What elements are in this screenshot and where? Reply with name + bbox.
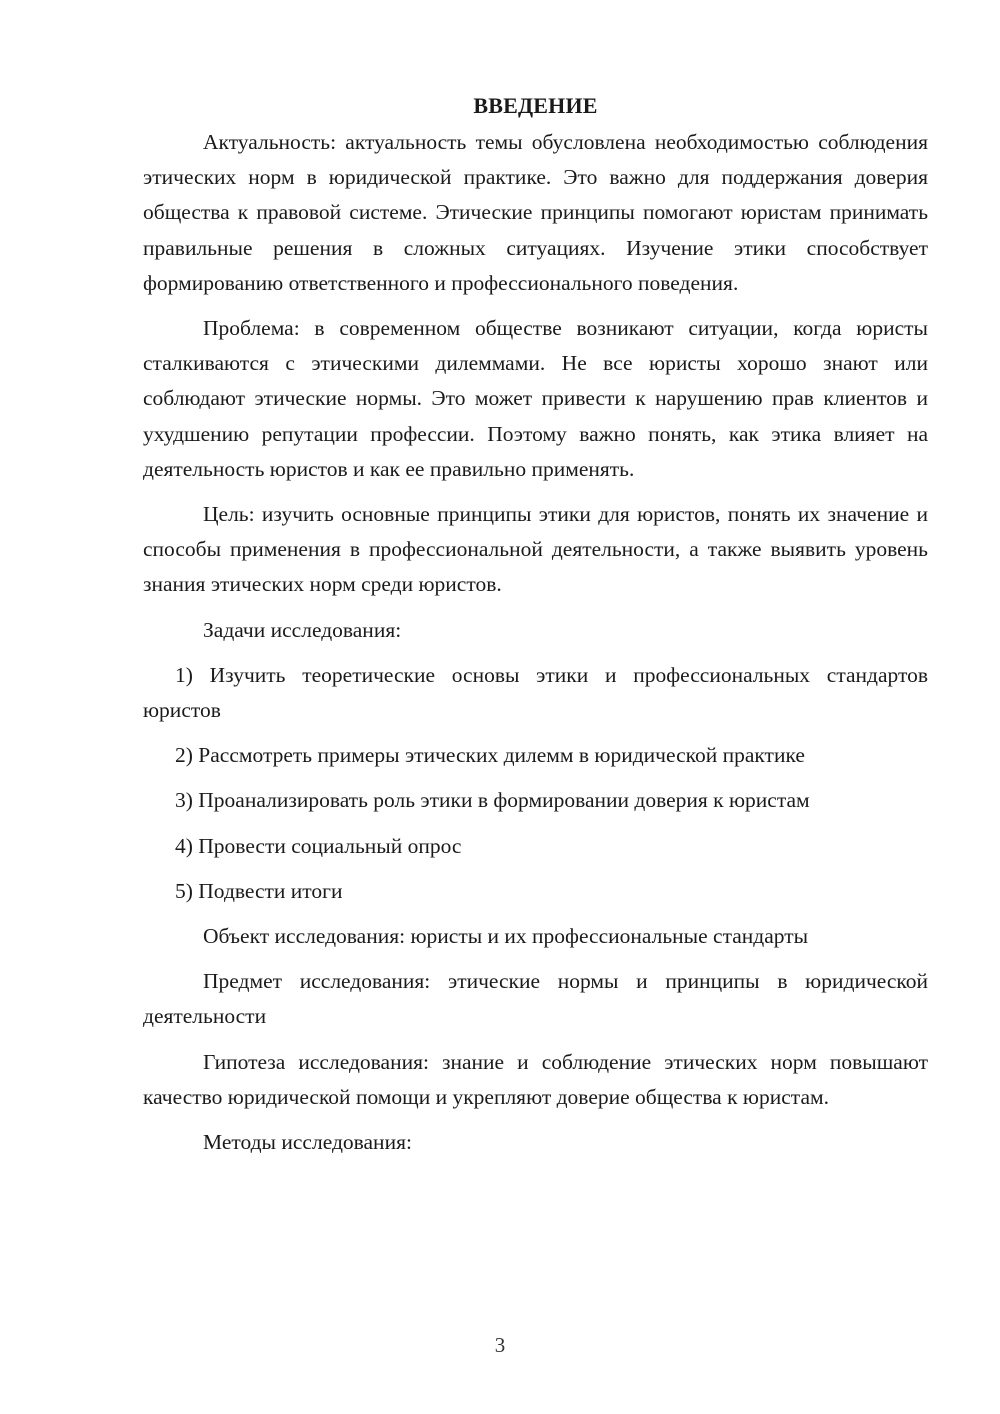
paragraph-hypothesis: Гипотеза исследования: знание и соблюдение этических норм повышают качество юридической помощи и укрепляют доверие общества к юристам. <box>143 1049 928 1109</box>
task-item-3: 3) Проанализировать роль этики в формировании доверия к юристам <box>175 788 810 813</box>
paragraph-problem: Проблема: в современном обществе возникают ситуации, когда юристы сталкиваются с этическими дилеммами. Не все юристы хорошо знают или соблюдают этические нормы. Это может привести к нарушению прав клиентов и ухудшению репутации профессии. Поэтому важно понять, как этика влияет на деятельность юристов и как ее правильно применять. <box>143 316 928 481</box>
section-title: ВВЕДЕНИЕ <box>473 93 598 118</box>
paragraph-subject: Предмет исследования: этические нормы и принципы в юридической деятельности <box>143 969 928 1029</box>
task-item-5: 5) Подвести итоги <box>175 878 343 903</box>
tasks-heading: Задачи исследования: <box>203 617 402 642</box>
task-item-1: 1) Изучить теоретические основы этики и профессиональных стандартов юристов <box>143 662 928 723</box>
task-item-4: 4) Провести социальный опрос <box>175 833 462 858</box>
methods-heading: Методы исследования: <box>203 1130 412 1155</box>
task-item-2: 2) Рассмотреть примеры этических дилемм в юридической практике <box>175 743 805 768</box>
page-number: 3 <box>494 1333 506 1357</box>
document-page <box>143 88 928 1160</box>
paragraph-relevance: Актуальность: актуальность темы обусловлена необходимостью соблюдения этических норм в юридической практике. Это важно для поддержания доверия общества к правовой системе. Этические принципы помогают юристам принимать правильные решения в сложных ситуациях. Изучение этики способствует формированию ответственного и профессионального поведения. <box>143 130 928 295</box>
paragraph-object: Объект исследования: юристы и их профессиональные стандарты <box>203 924 809 949</box>
paragraph-goal: Цель: изучить основные принципы этики для юристов, понять их значение и способы применения в профессиональной деятельности, а также выявить уровень знания этических норм среди юристов. <box>143 502 928 597</box>
